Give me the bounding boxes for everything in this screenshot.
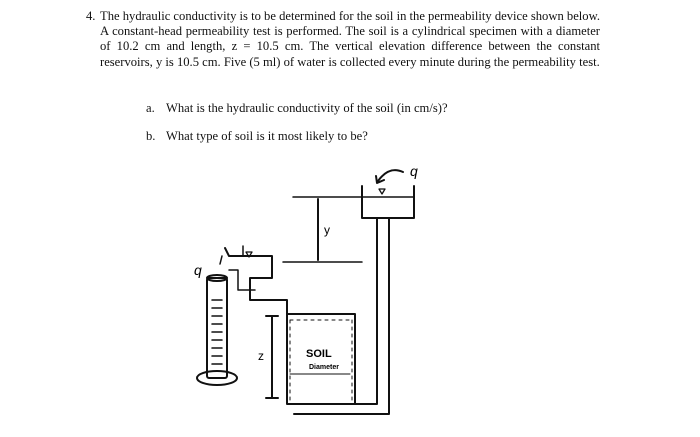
lower-reservoir	[225, 248, 287, 314]
label-q-in: q	[410, 163, 418, 179]
upper-reservoir	[362, 186, 414, 218]
problem-number: 4.	[86, 9, 96, 23]
question-a-label: a.	[146, 101, 155, 115]
question-b-label: b.	[146, 129, 156, 143]
inflow-tube	[294, 218, 389, 414]
upper-water-mark	[379, 189, 385, 194]
label-y: y	[324, 223, 330, 237]
question-b-text: What type of soil is it most likely to be?	[166, 129, 368, 143]
label-q-out: q	[194, 262, 202, 278]
graduated-cylinder	[207, 278, 227, 378]
label-z: z	[258, 349, 264, 363]
label-diameter: Diameter	[309, 364, 339, 371]
inflow-arrow	[378, 170, 403, 181]
label-soil: SOIL	[306, 348, 332, 360]
problem-statement: The hydraulic conductivity is to be determined for the soil in the permeability device shown below. A constant-head permeability test is performed. The soil is a cylindrical specimen with a diameter of 10.2 cm and length, z = 10.5 cm. The vertical elevation difference between the constant reservoirs, y is 10.5 cm. Five (5 ml) of water is collected every minute during the permeability test.	[100, 9, 600, 69]
question-a-text: What is the hydraulic conductivity of the soil (in cm/s)?	[166, 101, 448, 115]
